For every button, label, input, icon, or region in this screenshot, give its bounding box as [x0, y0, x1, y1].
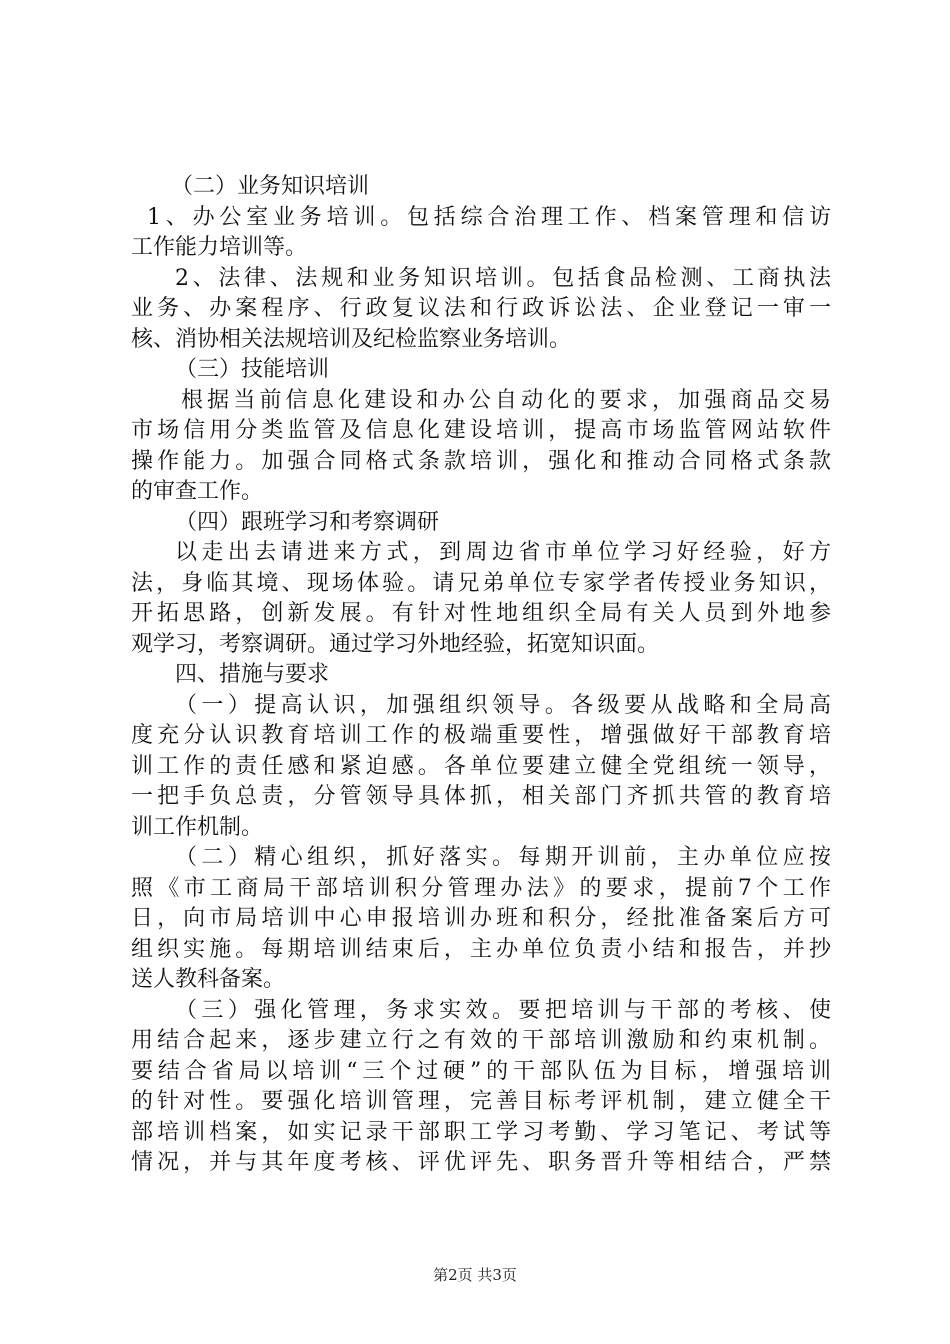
text-line: 日，向市局培训中心申报培训办班和积分，经批准备案后方可 — [131, 906, 831, 931]
text-line: 法，身临其境、现场体验。请兄弟单位专家学者传授业务知识， — [131, 570, 831, 596]
text-line: 工作能力培训等。 — [131, 235, 308, 260]
text-line: 根据当前信息化建设和办公自动化的要求，加强商品交易 — [181, 387, 831, 413]
text-line: （二）精心组织，抓好落实。每期开训前，主办单位应按 — [175, 845, 831, 870]
text-line: 训工作的责任感和紧迫感。各单位要建立健全党组统一领导， — [131, 753, 831, 779]
text-line: 观学习，考察调研。通过学习外地经验，拓宽知识面。 — [131, 631, 660, 657]
text-line: 核、消协相关法规培训及纪检监察业务培训。 — [131, 326, 572, 352]
text-line: 2、法律、法规和业务知识培训。包括食品检测、工商执法 — [175, 265, 831, 291]
text-line: 照《市工商局干部培训积分管理办法》的要求，提前7个工作 — [131, 875, 831, 901]
text-line: 操作能力。加强合同格式条款培训，强化和推动合同格式条款 — [131, 448, 831, 474]
text-line: （三）技能培训 — [175, 357, 330, 382]
text-line: 一把手负总责，分管领导具体抓，相关部门齐抓共管的教育培 — [131, 784, 831, 809]
text-line: 业务、办案程序、行政复议法和行政诉讼法、企业登记一审一 — [131, 296, 831, 321]
text-line: （三）强化管理，务求实效。要把培训与干部的考核、使 — [175, 997, 831, 1023]
text-line: 度充分认识教育培训工作的极端重要性，增强做好干部教育培 — [131, 723, 831, 748]
text-line: 的审查工作。 — [131, 479, 264, 504]
text-line: 以走出去请进来方式，到周边省市单位学习好经验，好方 — [175, 540, 831, 565]
text-line: 送人教科备案。 — [131, 967, 286, 992]
text-line: 训工作机制。 — [131, 814, 264, 840]
text-line: 1、办公室业务培训。包括综合治理工作、档案管理和信访 — [147, 204, 831, 230]
text-line: 部培训档案，如实记录干部职工学习考勤、学习笔记、考试等 — [131, 1119, 831, 1145]
text-line: （二）业务知识培训 — [171, 174, 370, 199]
text-line: 开拓思路，创新发展。有针对性地组织全局有关人员到外地参 — [131, 601, 831, 626]
text-line: 组织实施。每期培训结束后，主办单位负责小结和报告，并抄 — [131, 936, 831, 962]
text-line: 四、措施与要求 — [175, 662, 330, 687]
text-line: 情况，并与其年度考核、评优评先、职务晋升等相结合，严禁 — [131, 1150, 831, 1175]
text-line: 市场信用分类监管及信息化建设培训，提高市场监管网站软件 — [131, 418, 831, 443]
text-line: 的针对性。要强化培训管理，完善目标考评机制，建立健全干 — [131, 1089, 831, 1114]
text-line: 用结合起来，逐步建立行之有效的干部培训激励和约束机制。 — [131, 1028, 831, 1053]
text-line: 要结合省局以培训“三个过硬”的干部队伍为目标，增强培训 — [131, 1058, 831, 1084]
page-footer: 第2页 共3页 — [433, 1266, 517, 1284]
document-body — [131, 172, 831, 1179]
text-line: （一）提高认识，加强组织领导。各级要从战略和全局高 — [175, 692, 831, 718]
text-line: （四）跟班学习和考察调研 — [175, 509, 440, 535]
